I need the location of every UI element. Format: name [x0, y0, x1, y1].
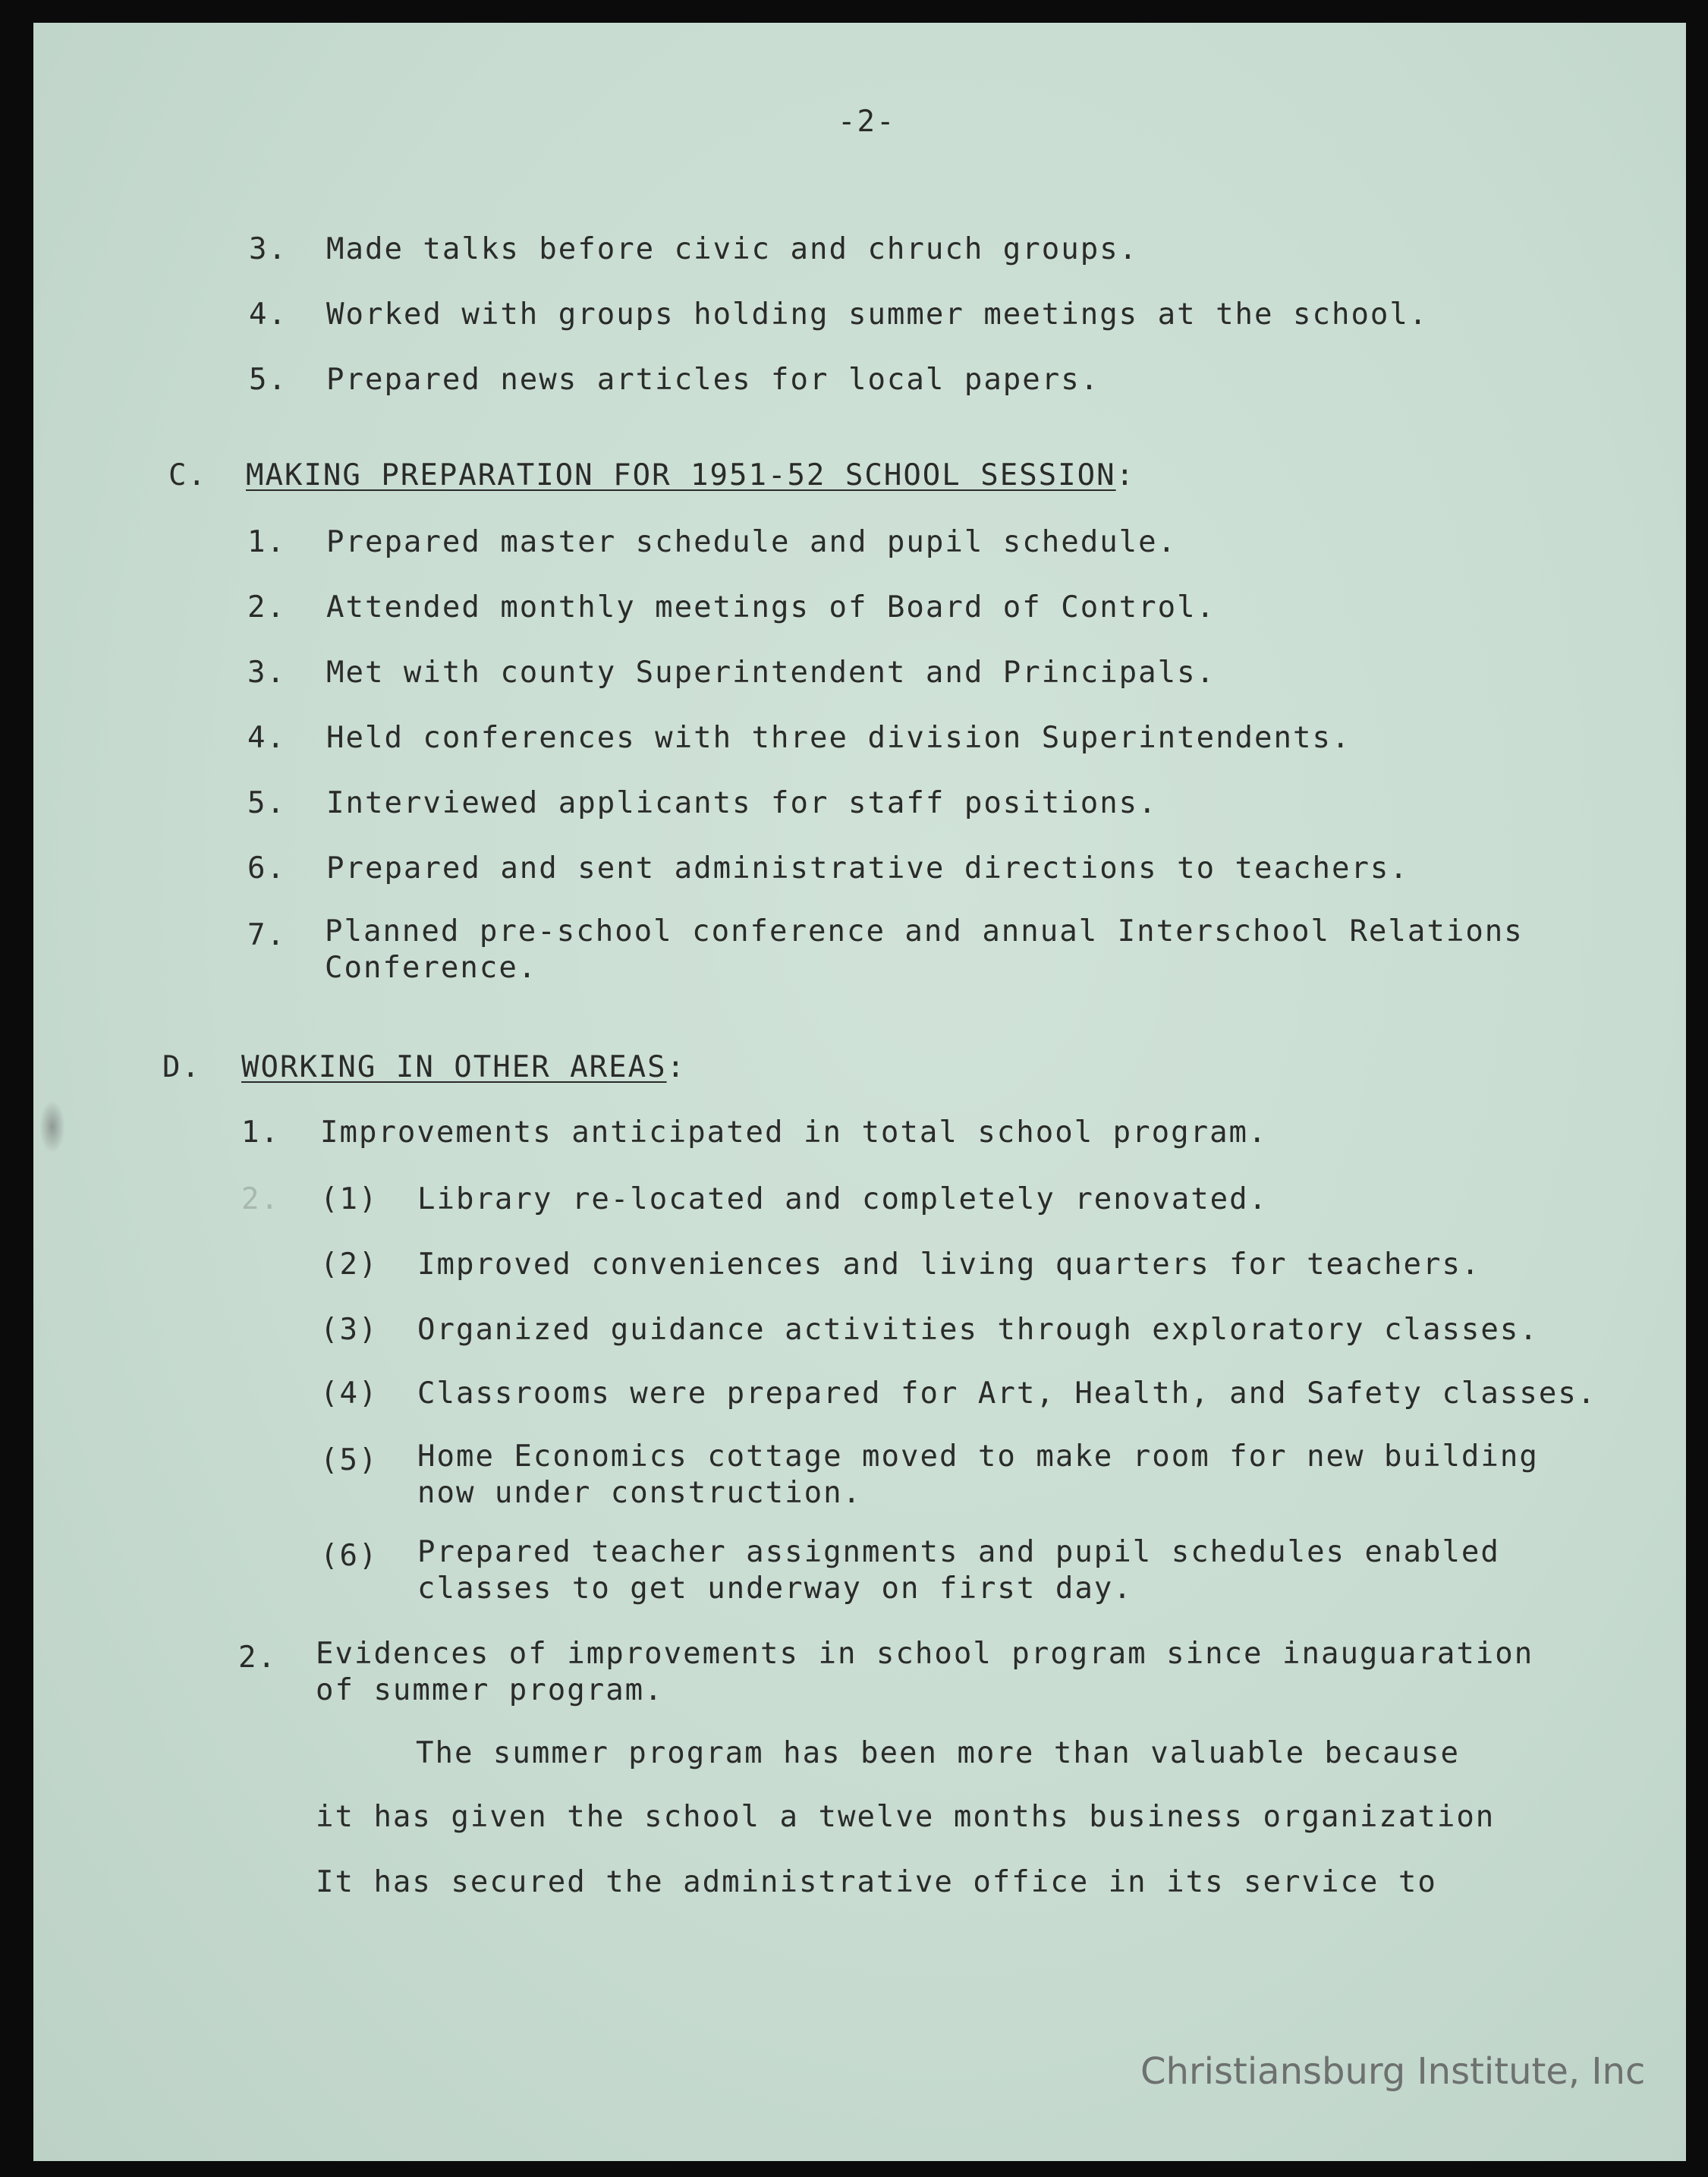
sublist-item-line: classes to get underway on first day. [417, 1571, 1133, 1606]
list-item-text: Prepared master schedule and pupil schedule. [326, 525, 1178, 559]
list-item-line: Evidences of improvements in school program since inauguaration [316, 1637, 1534, 1671]
list-item-line: Conference. [325, 951, 538, 985]
list-number: 1. [241, 1115, 280, 1150]
list-number: 4. [247, 721, 286, 755]
list-item-text [325, 914, 1524, 986]
sublist-item-line: Home Economics cottage moved to make room for new building [417, 1439, 1539, 1474]
list-item-text: Worked with groups holding summer meetings at the school. [326, 297, 1429, 332]
section-heading [241, 1050, 686, 1084]
list-item-text: Met with county Superintendent and Principals. [326, 656, 1216, 690]
sublist-item-line: now under construction. [417, 1476, 863, 1510]
list-item-text [316, 1636, 1533, 1709]
watermark: Christiansburg Institute, Inc [1140, 2050, 1646, 2093]
list-item-text: Held conferences with three division Superintendents. [326, 721, 1351, 755]
paragraph-line: it has given the school a twelve months business organization [316, 1800, 1496, 1834]
sublist-item-text [417, 1439, 1539, 1512]
list-number: 5. [249, 363, 288, 397]
sublist-item-text: Classrooms were prepared for Art, Health, and Safety classes. [417, 1376, 1597, 1411]
sublist-item-text: Organized guidance activities through exploratory classes. [417, 1313, 1539, 1347]
list-number: 2. [247, 590, 286, 624]
list-item-line: of summer program. [316, 1673, 664, 1707]
sublist-number: (1) [320, 1182, 379, 1216]
list-number: 2. [238, 1641, 277, 1675]
sublist-item-text: Improved conveniences and living quarters for teachers. [417, 1247, 1481, 1282]
page-smudge [39, 1100, 65, 1153]
sublist-number: (3) [320, 1313, 379, 1347]
list-item-text: Attended monthly meetings of Board of Control. [326, 590, 1216, 624]
sublist-number: (6) [320, 1539, 379, 1573]
list-item-text: Improvements anticipated in total school program. [320, 1115, 1268, 1150]
section-heading [246, 458, 1135, 492]
paragraph-line: The summer program has been more than valuable because [416, 1736, 1460, 1770]
heading-colon: : [1115, 458, 1136, 492]
section-heading-text: MAKING PREPARATION FOR 1951-52 SCHOOL SESSION [246, 458, 1116, 492]
heading-colon: : [666, 1050, 687, 1084]
section-letter: D. [162, 1050, 201, 1084]
faint-number: 2. [241, 1182, 280, 1216]
list-number: 6. [247, 851, 286, 886]
list-item-text: Made talks before civic and chruch groups. [326, 232, 1139, 266]
sublist-item-line: Prepared teacher assignments and pupil schedules enabled [417, 1535, 1500, 1569]
list-item-line: Planned pre-school conference and annual Interschool Relations [325, 914, 1524, 949]
page-number: -2- [838, 105, 896, 139]
list-number: 5. [247, 786, 286, 820]
sublist-number: (4) [320, 1376, 379, 1411]
list-number: 3. [249, 232, 288, 266]
list-number: 4. [249, 297, 288, 332]
list-item-text: Prepared news articles for local papers. [326, 363, 1100, 397]
paragraph-line: It has secured the administrative office in its service to [316, 1865, 1437, 1899]
section-letter: C. [168, 458, 207, 492]
section-heading-text: WORKING IN OTHER AREAS [241, 1050, 667, 1084]
sublist-number: (5) [320, 1443, 379, 1477]
list-number: 1. [247, 525, 286, 559]
document-page [33, 23, 1686, 2161]
list-item-text: Prepared and sent administrative directions to teachers. [326, 851, 1409, 886]
sublist-item-text: Library re-located and completely renovated. [417, 1182, 1269, 1216]
list-item-text: Interviewed applicants for staff positions. [326, 786, 1158, 820]
list-number: 3. [247, 656, 286, 690]
sublist-item-text [417, 1534, 1500, 1607]
sublist-number: (2) [320, 1247, 379, 1282]
list-number: 7. [247, 918, 286, 952]
